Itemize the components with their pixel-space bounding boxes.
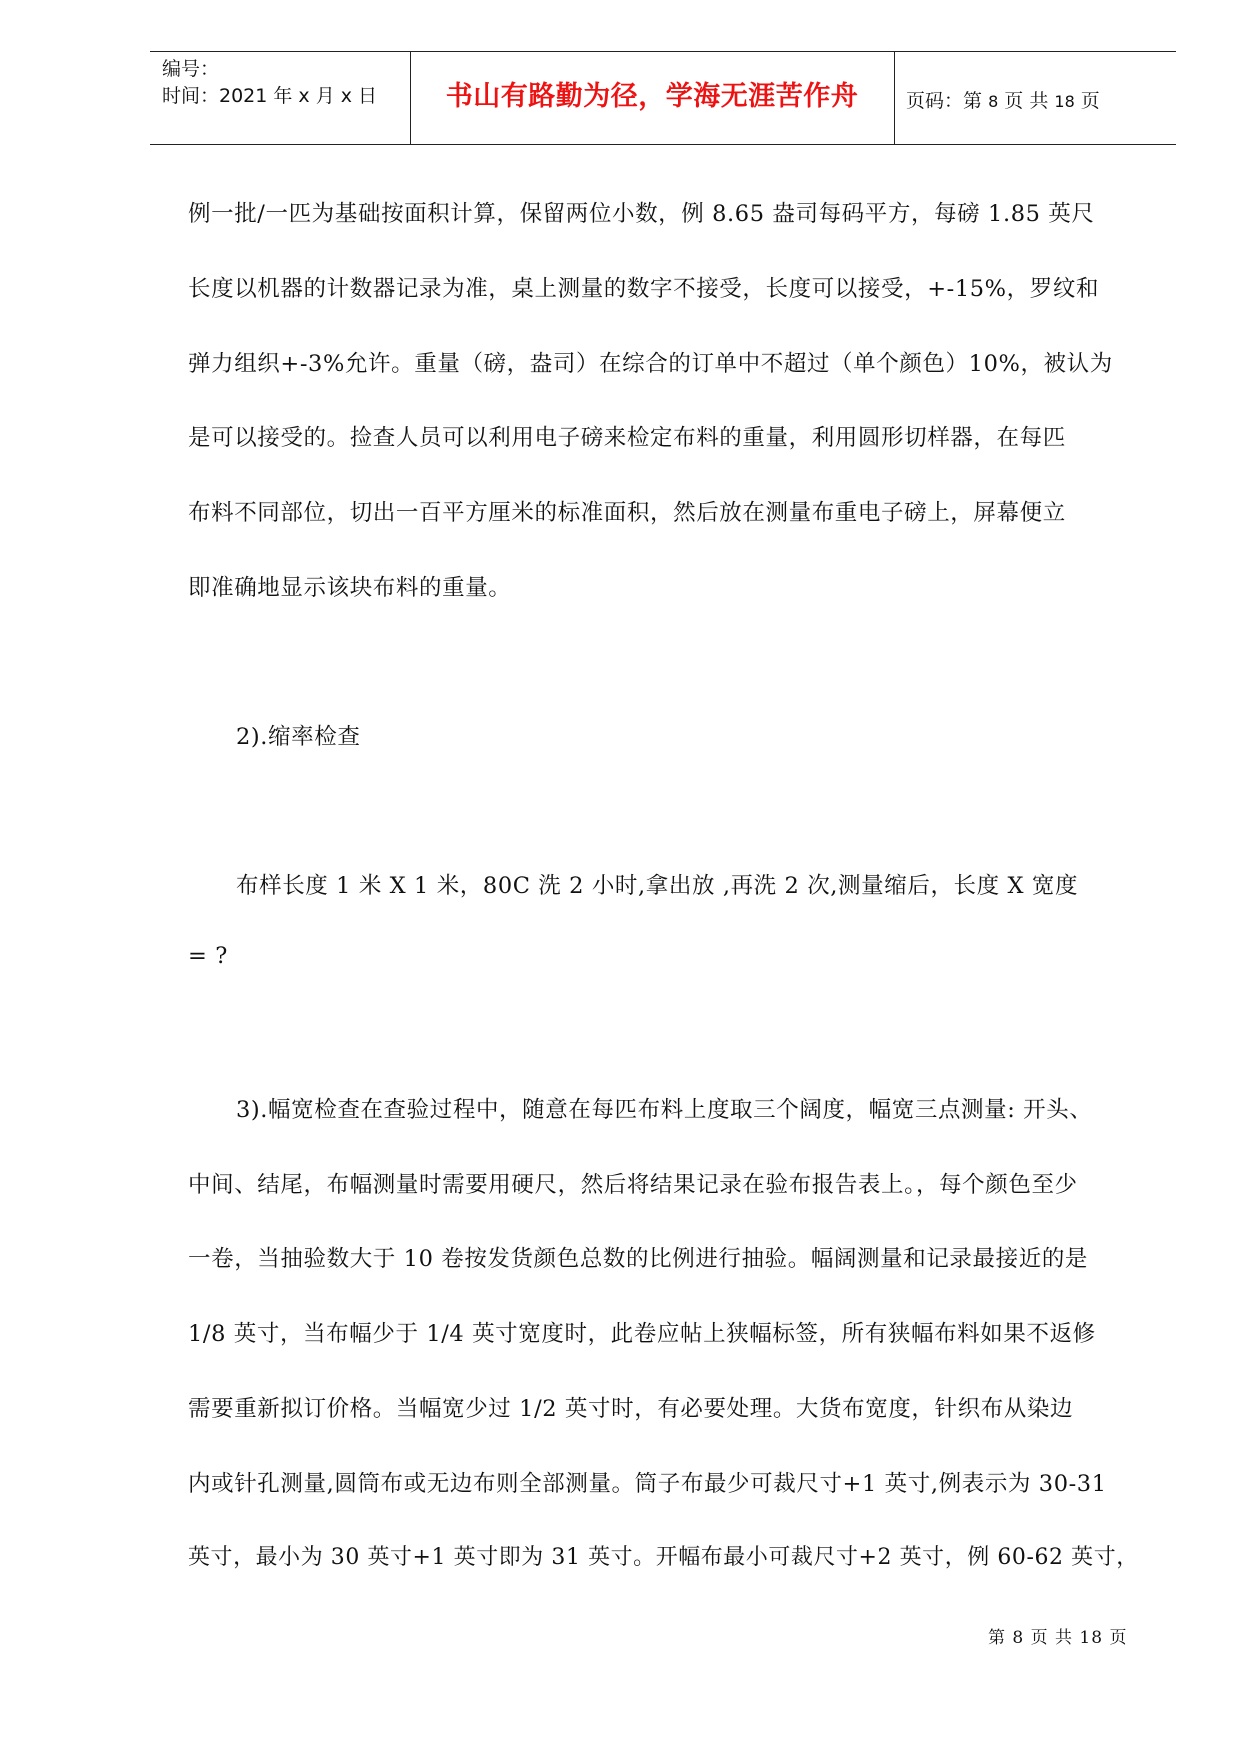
body-line: = ? xyxy=(188,943,228,969)
header-divider-right xyxy=(894,51,895,144)
body-line: 1/8 英寸，当布幅少于 1/4 英寸宽度时，此卷应帖上狭幅标签，所有狭幅布料如果不返修 xyxy=(188,1321,1096,1347)
header-page-indicator xyxy=(906,86,1166,113)
header-motto: 书山有路勤为径，学海无涯苦作舟 xyxy=(445,81,859,112)
page-mid: 页 共 xyxy=(1004,90,1049,112)
body-line: 布料不同部位，切出一百平方厘米的标准面积，然后放在测量布重电子磅上，屏幕便立 xyxy=(188,500,1066,526)
body-line: 是可以接受的。捡查人员可以利用电子磅来检定布料的重量，利用圆形切样器，在每匹 xyxy=(188,425,1066,451)
body-line: 例一批/一匹为基础按面积计算，保留两位小数，例 8.65 盎司每码平方，每磅 1.85 英尺 xyxy=(188,201,1095,227)
page-prefix: 页码：第 xyxy=(906,90,983,112)
document-number-label: 编号： xyxy=(162,58,220,80)
header-bottom-rule xyxy=(150,144,1176,145)
header-top-rule xyxy=(150,51,1176,52)
body-line: 中间、结尾，布幅测量时需要用硬尺，然后将结果记录在验布报告表上。，每个颜色至少 xyxy=(188,1172,1078,1198)
body-line: 英寸，最小为 30 英寸+1 英寸即为 31 英寸。开幅布最小可裁尺寸+2 英寸，例 60-62 英寸， xyxy=(188,1545,1139,1570)
body-line: 3).幅宽检查在查验过程中，随意在每匹布料上度取三个阔度，幅宽三点测量: 开头、 xyxy=(236,1097,1093,1123)
body-line: 一卷，当抽验数大于 10 卷按发货颜色总数的比例进行抽验。幅阔测量和记录最接近的是 xyxy=(188,1246,1089,1272)
page-current: 8 xyxy=(988,92,999,111)
section-heading: 2).缩率检查 xyxy=(236,724,361,750)
body-line: 布样长度 1 米 X 1 米，80C 洗 2 小时,拿出放 ,再洗 2 次,测量缩后，长度 X 宽度 xyxy=(236,873,1079,899)
page-footer: 第 8 页 共 18 页 xyxy=(988,1628,1128,1648)
header-meta xyxy=(162,56,402,110)
page-total: 18 xyxy=(1054,92,1075,111)
page-suffix: 页 xyxy=(1080,90,1100,112)
body-line: 内或针孔测量,圆筒布或无边布则全部测量。筒子布最少可裁尺寸+1 英寸,例表示为 30-31 xyxy=(188,1471,1107,1497)
body-line: 需要重新拟订价格。当幅宽少过 1/2 英寸时，有必要处理。大货布宽度，针织布从染边 xyxy=(188,1396,1074,1422)
header-divider-left xyxy=(410,51,411,144)
document-time-label: 时间：2021 年 x 月 x 日 xyxy=(162,85,378,107)
body-line: 长度以机器的计数器记录为准，桌上测量的数字不接受，长度可以接受，+-15%，罗纹和 xyxy=(188,276,1100,302)
body-line: 弹力组织+-3%允许。重量（磅，盎司）在综合的订单中不超过（单个颜色）10%，被认为 xyxy=(188,351,1113,377)
body-line: 即准确地显示该块布料的重量。 xyxy=(188,575,512,601)
